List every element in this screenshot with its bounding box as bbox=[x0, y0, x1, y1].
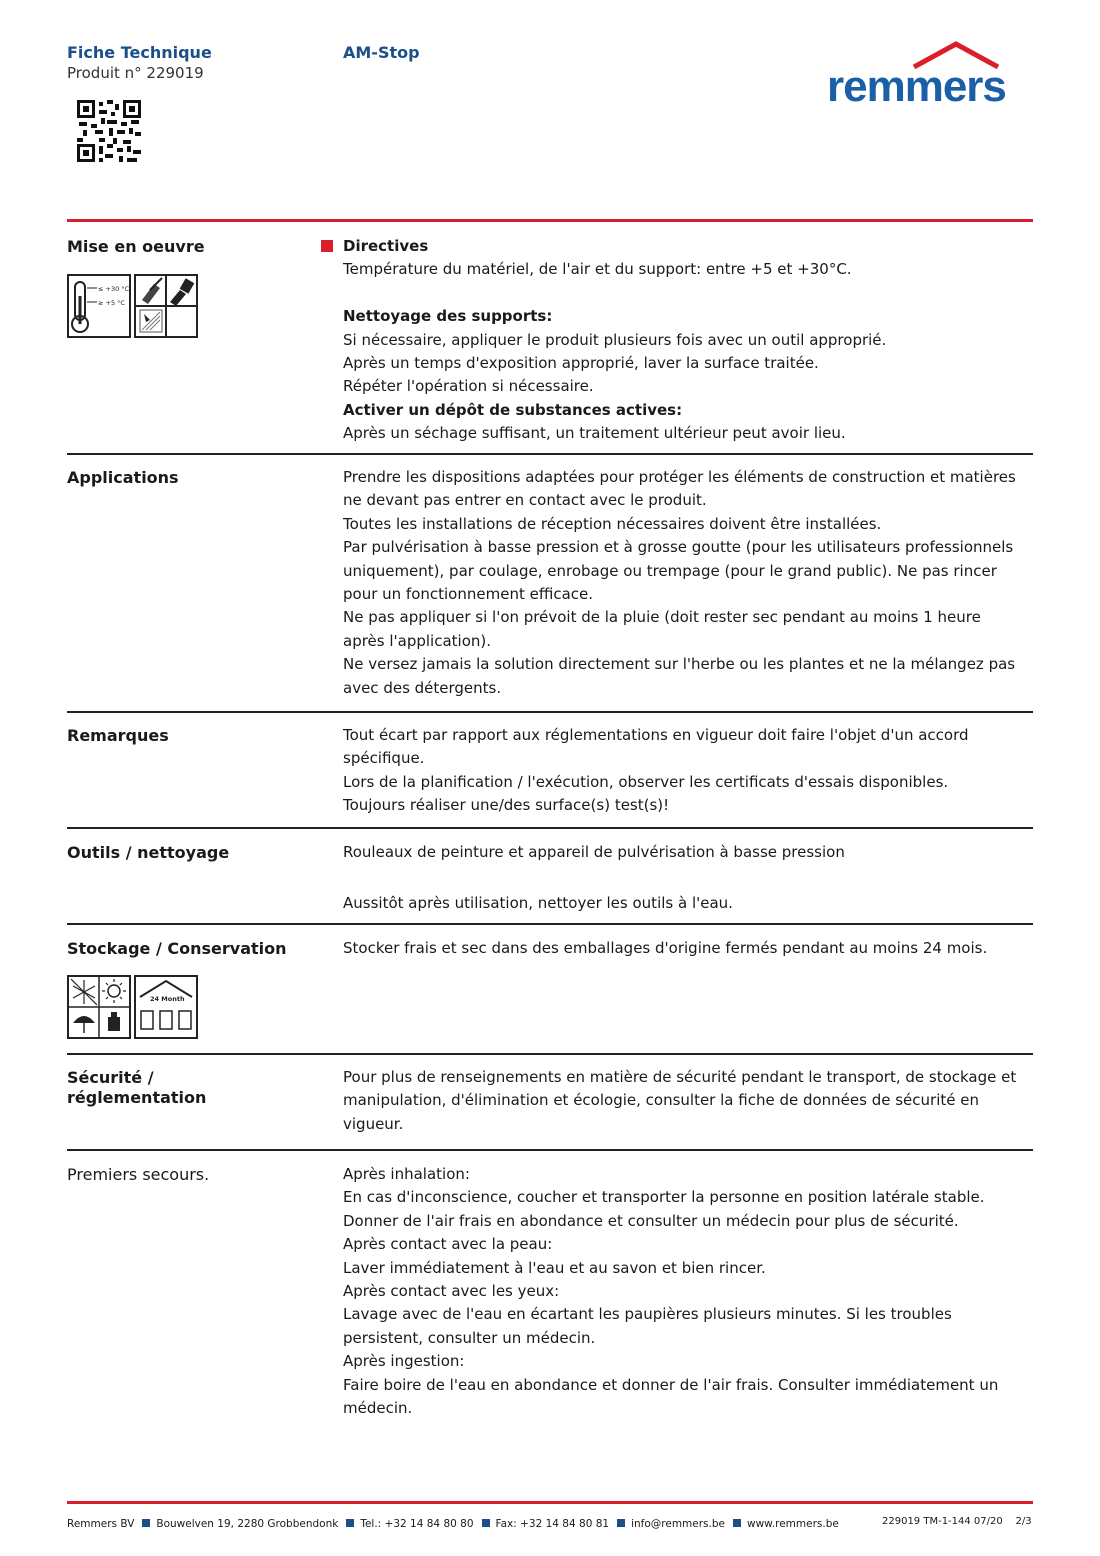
text-line: pour un fonctionnement efficace. bbox=[343, 585, 594, 604]
mise-en-oeuvre-body bbox=[343, 235, 1033, 446]
text-line: Après contact avec les yeux: bbox=[343, 1282, 560, 1301]
text-line: Si nécessaire, appliquer le produit plusieurs fois avec un outil approprié. bbox=[343, 330, 887, 349]
text-line: uniquement), par coulage, enrobage ou trempage (pour le grand public). Ne pas rincer bbox=[343, 561, 997, 580]
text-line: Température du matériel, de l'air et du support: entre +5 et +30°C. bbox=[343, 260, 852, 279]
page-number: 2/3 bbox=[1015, 1516, 1032, 1527]
square-bullet-icon bbox=[482, 1519, 490, 1527]
square-bullet-icon bbox=[617, 1519, 625, 1527]
months-label: 24 Month bbox=[150, 995, 185, 1003]
text-line: après l'application). bbox=[343, 631, 492, 650]
remarques-body bbox=[343, 724, 1033, 818]
securite-title-line2: réglementation bbox=[67, 1088, 207, 1107]
footer-fax: Fax: +32 14 84 80 81 bbox=[495, 1518, 610, 1530]
temp-high-label: ≤ +30 °C bbox=[98, 285, 129, 293]
temp-low-label: ≥ +5 °C bbox=[98, 299, 125, 307]
product-name: AM-Stop bbox=[343, 43, 420, 62]
text-line: vigueur. bbox=[343, 1114, 404, 1133]
footer-contact bbox=[67, 1518, 839, 1530]
section-divider bbox=[67, 1053, 1033, 1055]
text-line: persistent, consulter un médecin. bbox=[343, 1328, 596, 1347]
text-line: Tout écart par rapport aux réglementations en vigueur doit faire l'objet d'un accord bbox=[343, 726, 969, 744]
text-line: Répéter l'opération si nécessaire. bbox=[343, 377, 594, 396]
text-line: En cas d'inconscience, coucher et transporter la personne en position latérale stable. bbox=[343, 1188, 985, 1207]
nettoyage-heading: Nettoyage des supports: bbox=[343, 307, 553, 326]
brand-logo: remmers bbox=[827, 62, 1006, 111]
footer-company: Remmers BV bbox=[67, 1518, 135, 1530]
text-line: Après un temps d'exposition approprié, laver la surface traitée. bbox=[343, 354, 819, 373]
footer-email[interactable]: info@remmers.be bbox=[631, 1518, 725, 1530]
text-line: médecin. bbox=[343, 1399, 413, 1418]
section-title-applications: Applications bbox=[67, 468, 179, 487]
footer-web[interactable]: www.remmers.be bbox=[746, 1518, 839, 1530]
text-line: spécifique. bbox=[343, 749, 425, 768]
square-bullet-icon bbox=[733, 1519, 741, 1527]
doc-type: Fiche Technique bbox=[67, 43, 212, 62]
section-title-premiers-secours: Premiers secours. bbox=[67, 1165, 210, 1184]
red-bullet-icon bbox=[321, 240, 333, 252]
text-line: Toutes les installations de réception nécessaires doivent être installées. bbox=[343, 514, 882, 533]
section-divider bbox=[67, 923, 1033, 925]
section-title-outils: Outils / nettoyage bbox=[67, 843, 230, 862]
text-line: Rouleaux de peinture et appareil de pulvérisation à basse pression bbox=[343, 843, 845, 861]
square-bullet-icon bbox=[346, 1519, 354, 1527]
thermometer-icon bbox=[67, 274, 131, 338]
text-line: Lavage avec de l'eau en écartant les paupières plusieurs minutes. Si les troubles bbox=[343, 1305, 952, 1324]
outils-body bbox=[343, 841, 1033, 864]
section-divider bbox=[67, 711, 1033, 713]
text-line: Faire boire de l'eau en abondance et donner de l'air frais. Consulter immédiatement un bbox=[343, 1375, 999, 1394]
text-line: Après ingestion: bbox=[343, 1352, 465, 1371]
footer-divider bbox=[67, 1501, 1033, 1504]
outils-body-2 bbox=[343, 892, 1033, 915]
footer-doc-ref bbox=[882, 1516, 1032, 1527]
footer-tel: Tel.: +32 14 84 80 80 bbox=[360, 1518, 474, 1530]
text-line: Prendre les dispositions adaptées pour protéger les éléments de construction et matières bbox=[343, 468, 1016, 486]
footer-address: Bouwelven 19, 2280 Grobbendonk bbox=[156, 1518, 339, 1530]
text-line: ne devant pas entrer en contact avec le produit. bbox=[343, 491, 707, 510]
text-line: Après inhalation: bbox=[343, 1165, 470, 1183]
text-line: Stocker frais et sec dans des emballages d'origine fermés pendant au moins 24 mois. bbox=[343, 939, 988, 957]
activer-heading: Activer un dépôt de substances actives: bbox=[343, 400, 683, 419]
text-line: Après un séchage suffisant, un traitement ultérieur peut avoir lieu. bbox=[343, 424, 846, 443]
section-divider bbox=[67, 827, 1033, 829]
spacer bbox=[343, 282, 1033, 305]
text-line: Toujours réaliser une/des surface(s) test(s)! bbox=[343, 796, 670, 815]
text-line: Ne pas appliquer si l'on prévoit de la pluie (doit rester sec pendant au moins 1 heure bbox=[343, 608, 981, 627]
directives-heading: Directives bbox=[343, 237, 429, 255]
text-line: Lors de la planification / l'exécution, observer les certificats d'essais disponibles. bbox=[343, 772, 949, 791]
text-line: avec des détergents. bbox=[343, 678, 502, 697]
text-line: Laver immédiatement à l'eau et au savon et bien rincer. bbox=[343, 1258, 766, 1277]
section-divider bbox=[67, 453, 1033, 455]
text-line: Aussitôt après utilisation, nettoyer les outils à l'eau. bbox=[343, 894, 733, 912]
text-line: Ne versez jamais la solution directement sur l'herbe ou les plantes et ne la mélangez pas bbox=[343, 655, 1016, 674]
application-tools-icon bbox=[134, 274, 198, 338]
section-title-remarques: Remarques bbox=[67, 726, 169, 745]
storage-conditions-icon bbox=[67, 975, 131, 1039]
section-title-mise-en-oeuvre: Mise en oeuvre bbox=[67, 237, 205, 256]
text-line: Après contact avec la peau: bbox=[343, 1235, 553, 1254]
text-line: Pour plus de renseignements en matière de sécurité pendant le transport, de stockage et bbox=[343, 1068, 1017, 1086]
applications-body bbox=[343, 466, 1033, 700]
securite-body bbox=[343, 1066, 1033, 1136]
section-title-securite bbox=[67, 1068, 206, 1108]
text-line: Par pulvérisation à basse pression et à grosse goutte (pour les utilisateurs professionnels bbox=[343, 538, 1014, 557]
premiers-secours-body bbox=[343, 1163, 1033, 1420]
square-bullet-icon bbox=[142, 1519, 150, 1527]
doc-reference: 229019 TM-1-144 07/20 bbox=[882, 1516, 1003, 1527]
section-divider bbox=[67, 1149, 1033, 1151]
storage-months-icon bbox=[134, 975, 198, 1039]
qr-code-icon bbox=[77, 100, 141, 162]
securite-title-line1: Sécurité / bbox=[67, 1068, 154, 1087]
product-number: Produit n° 229019 bbox=[67, 64, 204, 82]
stockage-body bbox=[343, 937, 1033, 960]
text-line: manipulation, d'élimination et écologie, consulter la fiche de données de sécurité en bbox=[343, 1091, 979, 1110]
section-title-stockage: Stockage / Conservation bbox=[67, 939, 287, 958]
text-line: Donner de l'air frais en abondance et consulter un médecin pour plus de sécurité. bbox=[343, 1211, 959, 1230]
header-divider bbox=[67, 219, 1033, 222]
